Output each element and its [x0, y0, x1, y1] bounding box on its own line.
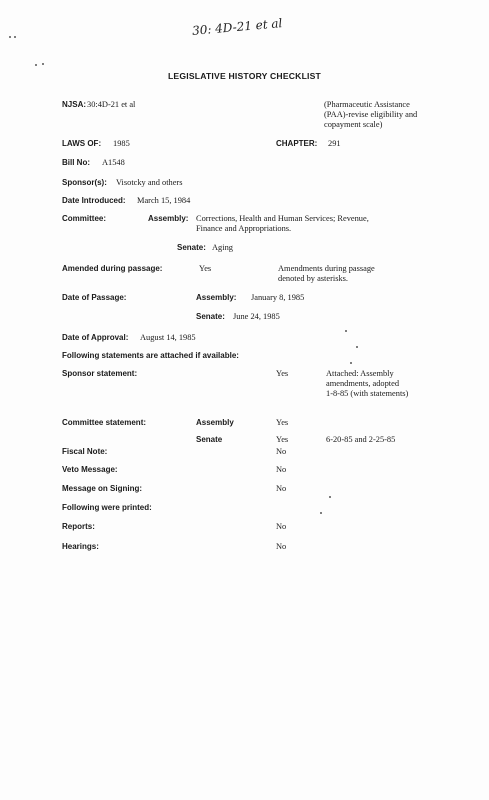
passage-assembly-value: January 8, 1985 — [251, 293, 305, 302]
message-on-signing-value: No — [276, 484, 287, 493]
committee-statement-assembly-value: Yes — [276, 418, 289, 427]
date-of-passage-label: Date of Passage: — [62, 293, 127, 302]
committee-assembly-line: Finance and Appropriations. — [196, 224, 292, 234]
scan-speck — [350, 362, 352, 364]
sponsor-statement-value: Yes — [276, 369, 289, 378]
njsa-description-line: (Pharmaceutic Assistance — [324, 100, 410, 109]
amended-note-line: denoted by asterisks. — [278, 274, 349, 284]
scan-speck — [329, 496, 331, 498]
scan-speck — [42, 63, 44, 65]
chapter-label: CHAPTER: — [276, 139, 318, 148]
sponsors-value: Visotcky and others — [116, 178, 183, 187]
date-of-approval-label: Date of Approval: — [62, 333, 129, 342]
following-printed-heading: Following were printed: — [62, 503, 152, 512]
veto-message-value: No — [276, 465, 287, 474]
bill-no-value: A1548 — [102, 158, 125, 167]
committee-senate-label: Senate: — [177, 243, 206, 252]
amended-note-line: Amendments during passage — [278, 264, 375, 273]
amended-note — [278, 264, 375, 284]
reports-value: No — [276, 522, 287, 531]
date-introduced-label: Date Introduced: — [62, 196, 126, 205]
hearings-value: No — [276, 542, 287, 551]
passage-senate-label: Senate: — [196, 312, 225, 321]
committee-statement-assembly-label: Assembly — [196, 418, 234, 427]
sponsor-statement-note — [326, 369, 408, 399]
amended-label: Amended during passage: — [62, 264, 163, 273]
laws-of-label: LAWS OF: — [62, 139, 102, 148]
passage-assembly-label: Assembly: — [196, 293, 237, 302]
sponsor-statement-note-line: 1-8-85 (with statements) — [326, 389, 409, 399]
scan-speck — [14, 36, 16, 38]
amended-value: Yes — [199, 264, 212, 273]
njsa-description-line: (PAA)-revise eligibility and — [324, 110, 418, 120]
scan-speck — [356, 346, 358, 348]
laws-of-value: 1985 — [113, 139, 130, 148]
date-introduced-value: March 15, 1984 — [137, 196, 191, 205]
fiscal-note-label: Fiscal Note: — [62, 447, 108, 456]
veto-message-label: Veto Message: — [62, 465, 118, 474]
hearings-label: Hearings: — [62, 542, 99, 551]
message-on-signing-label: Message on Signing: — [62, 484, 143, 493]
chapter-value: 291 — [328, 139, 341, 148]
sponsor-statement-label: Sponsor statement: — [62, 369, 138, 378]
passage-senate-value: June 24, 1985 — [233, 312, 280, 321]
scan-speck — [9, 36, 11, 38]
committee-senate-value: Aging — [212, 243, 233, 252]
bill-no-label: Bill No: — [62, 158, 90, 167]
committee-assembly-label: Assembly: — [148, 214, 189, 223]
page-title: LEGISLATIVE HISTORY CHECKLIST — [167, 71, 322, 81]
njsa-label: NJSA: — [62, 100, 87, 109]
committee-statement-label: Committee statement: — [62, 418, 147, 427]
njsa-value: 30:4D-21 et al — [87, 100, 136, 109]
committee-statement-senate-label: Senate — [196, 435, 223, 444]
sponsors-label: Sponsor(s): — [62, 178, 107, 187]
fiscal-note-value: No — [276, 447, 287, 456]
sponsor-statement-note-line: amendments, adopted — [326, 379, 400, 389]
committee-label: Committee: — [62, 214, 107, 223]
sponsor-statement-note-line: Attached: Assembly — [326, 369, 394, 378]
committee-assembly-line: Corrections, Health and Human Services; Revenue, — [196, 214, 369, 223]
scan-speck — [35, 64, 37, 66]
committee-assembly-value — [196, 214, 369, 234]
following-attached-heading: Following statements are attached if available: — [62, 351, 239, 360]
njsa-description-line: copayment scale) — [324, 120, 383, 130]
date-of-approval-value: August 14, 1985 — [140, 333, 196, 342]
committee-statement-senate-value: Yes — [276, 435, 289, 444]
reports-label: Reports: — [62, 522, 95, 531]
committee-statement-senate-note: 6-20-85 and 2-25-85 — [326, 435, 396, 444]
scan-speck — [345, 330, 347, 332]
njsa-description — [324, 100, 417, 130]
scan-speck — [320, 512, 322, 514]
handwritten-note: 30: 4D-21 et al — [191, 16, 283, 38]
